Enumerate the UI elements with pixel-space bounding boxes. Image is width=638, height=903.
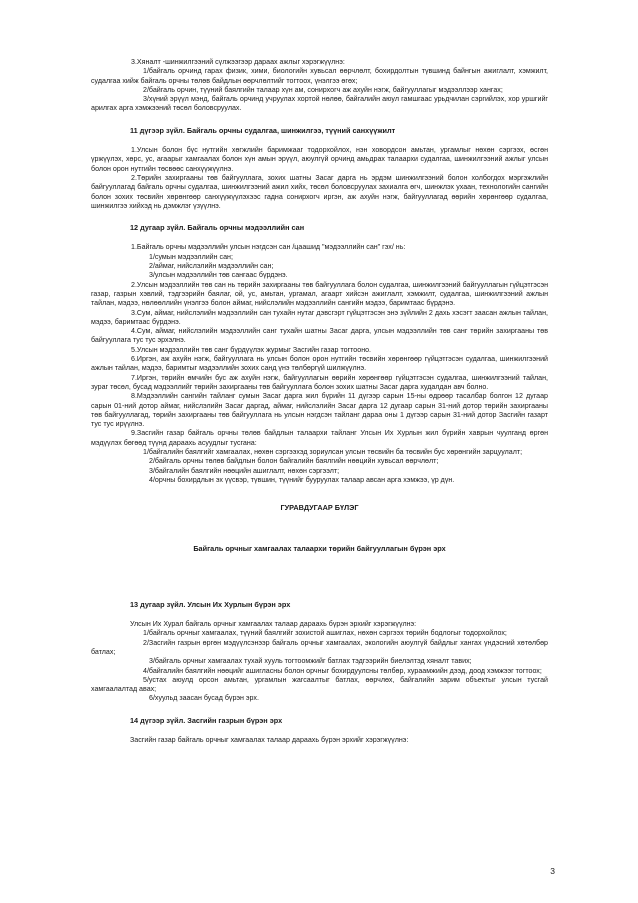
list-item: 2/байгаль орчны төлөв байдлын болон байгалийн баялгийн нөөцийн хувьсал өөрчлөлт;: [149, 457, 439, 466]
page-number: 3: [550, 866, 555, 876]
paragraph: 3.Сум, аймаг, нийслэлийн мэдээллийн сан тухайн нутаг дэвсгэрт гүйцэтгэсэн энэ зүйлийн 2 дахь хэсэгт заасан ажлын тайлан, мэдээ, баримтаас бүрдэнэ.: [91, 308, 548, 326]
article-heading: 13 дугаар зүйл. Улсын Их Хурлын бүрэн эрх: [130, 599, 291, 609]
list-item: 3/улсын мэдээллийн төв сангаас бүрдэнэ.: [149, 271, 288, 280]
list-item: 3/байгаль орчныг хамгаалах тухай хууль тогтоомжийг батлах тэдгээрийн биелэлтэд хяналт тавих;: [149, 657, 472, 666]
list-item: 3/хүний эрүүл мэнд, байгаль орчинд учруулах хортой нөлөө, байгалийн аюул гамшгаас урьдчилан сэргийлэх, хор уршгийг арилгах арга хэмжээний төсөл боловсруулах.: [91, 95, 548, 113]
article-10-continuation: [91, 58, 548, 114]
paragraph: 7.Иргэн, төрийн өмчийн бус аж ахуйн нэгж, байгууллагын өөрийн хөрөнгөөр гүйцэтгэсэн судалгаа, шинжилгээний тайлан, зураг төсөл, бусад мэдээллийг төрийн захиргааны төв байгууллага болон зохих шатны Засаг дарга худалдан авч болно.: [91, 373, 548, 391]
article-heading: 11 дүгээр зүйл. Байгаль орчны судалгаа, шинжилгээ, түүний санхүүжилт: [130, 125, 396, 135]
article-12: [91, 223, 548, 485]
list-item: 3/байгалийн баялгийн нөөцийн ашиглалт, нөхөн сэргээлт;: [149, 466, 340, 475]
list-item: 4/байгалийн баялгийн нөөцийг ашигласны болон орчныг бохирдуулсны төлбөр, хураамжийн дээд, доод хэмжээг тогтоох;: [143, 666, 542, 675]
article-heading: 14 дүгээр зүйл. Засгийн газрын бүрэн эрх: [130, 715, 283, 725]
list-item: 4/орчны бохирдлын эх үүсвэр, түвшин, түүнийг бууруулах талаар авсан арга хэмжээ, үр дүн.: [149, 475, 455, 484]
paragraph: 1.Улсын болон бүс нутгийн хөгжлийн баримжааг тодорхойлох, нэн ховордсон амьтан, ургамлыг нөхөн сэргээх, өсгөн үржүүлэх, хөрс, ус, агаарыг хамгаалах болон хүн амын эрүүл, аюулгүй орчинд амьдрах талаархи судалгаа, шинжилгээний ажлыг улсын болон орон нутгийн төсвөөс санхүүжүүлнэ.: [91, 146, 548, 173]
paragraph: 9.Засгийн газар байгаль орчны төлөв байдлын талаархи тайланг Улсын Их Хурлын жил бүрийн хаврын чуулганд өргөн мэдүүлэх бөгөөд түүнд дараахь асуудлыг тусгана:: [91, 429, 548, 447]
list-item: 1/байгаль орчинд гарах физик, хими, биологийн хувьсал өөрчлөлт, бохирдолтын түвшинд байнгын ажиглалт, хэмжилт, судалгаа хийж байгаль орчны төлөв байдлын өөрчлөлтийг тогтоох, үнэлгээ өгөх;: [91, 67, 548, 85]
paragraph: Засгийн газар байгаль орчныг хамгаалах талаар дараахь бүрэн эрхийг хэрэгжүүлнэ:: [130, 736, 409, 745]
article-13: [91, 600, 548, 704]
list-item: 2/Засгийн газрын өргөн мэдүүлсэнээр байгаль орчныг хамгаалах, экологийн аюулгүй байдлыг хангах үндэсний хөтөлбөр батлах;: [91, 638, 548, 656]
chapter-title: Байгаль орчныг хамгаалах талаархи төрийн байгууллагын бүрэн эрх: [193, 544, 446, 554]
paragraph: 4.Сум, аймаг, нийслэлийн мэдээллийн санг тухайн шатны Засаг дарга, улсын мэдээллийн төв санг төрийн захиргааны төв байгууллага тус тус эрхэлнэ.: [91, 327, 548, 345]
list-item: 1/байгаль орчныг хамгаалах, түүний баялгийг зохистой ашиглах, нөхөн сэргээх төрийн бодлогыг тодорхойлох;: [143, 629, 507, 638]
list-item: 5/устах аюулд орсон амьтан, ургамлын жагсаалтыг батлах, өөрчлөх, байгалийн зарим объектыг улсын тусгай хамгаалалтад авах;: [91, 675, 548, 694]
list-item: 2/байгаль орчин, түүний баялгийн талаар хүн ам, сонирхогч аж ахуйн нэгж, байгууллагыг мэдээллээр хангах;: [143, 85, 503, 94]
list-item: 6/хуульд заасан бусад бүрэн эрх.: [149, 694, 259, 703]
paragraph: 1.Байгаль орчны мэдээллийн улсын нэгдсэн сан /цаашид "мэдээллийн сан" гэх/ нь:: [131, 243, 406, 252]
chapter-3: [91, 503, 548, 554]
paragraph: 2.Төрийн захиргааны төв байгууллага, зохих шатны Засаг дарга нь эрдэм шинжилгээний болон холбогдох мэргэжлийн байгууллагад байгаль орчны судалгаа, шинжилгээний ажил хийх, төсөл боловсруулах захиалга өгч, шинжлэх ухаан, технологийн сангийн болон зохих төсвийн хөрөнгөөр санхүүжүүлэхээс гадна сонирхогч иргэн, аж ахуйн нэгж, байгууллагад өөрийн хөрөнгөөр судалгаа, шинжилгээ хийхэд нь дэмжлэг үзүүлнэ.: [91, 173, 548, 210]
paragraph: 8.Мэдээллийн сангийн тайланг сумын Засаг дарга жил бүрийн 11 дүгээр сарын 15-ны өдрөөр тасалбар болгон 12 дугаар сарын 01-ний дотор аймаг, нийслэлийн Засаг даргад, аймаг, нийслэлийн Засаг дарга 12 дугаар сарын 31-ний дотор төрийн захиргааны төв байгууллагад, төрийн захиргааны төв байгууллага нь улсын нэгдсэн тайланг дараа оны 1 дүгээр сарын 31-ний дотор Засгийн газарт тус тус ирүүлнэ.: [91, 392, 548, 429]
paragraph: 5.Улсын мэдээллийн төв санг бүрдүүлэх журмыг Засгийн газар тогтооно.: [131, 345, 372, 354]
paragraph: 6.Иргэн, аж ахуйн нэгж, байгууллага нь улсын болон орон нутгийн төсвийн хөрөнгөөр гүйцэтгэсэн судалгаа, шинжилгээний ажлын тайлан, мэдээ, баримтыг мэдээллийн зохих санд үнэ төлбөргүй шилжүүлнэ.: [91, 355, 548, 373]
article-14: [91, 716, 548, 746]
paragraph: 3.Хяналт -шинжилгээний сүлжээгээр дараах ажлыг хэрэгжүүлнэ:: [131, 58, 345, 66]
article-11: [91, 126, 548, 211]
chapter-label: ГУРАВДУГААР БҮЛЭГ: [280, 503, 359, 513]
list-item: 1/байгалийн баялгийг хамгаалах, нөхөн сэргээхэд зориулсан улсын төсвийн ба төсвийн бус хөрөнгийн зарцуулалт;: [143, 447, 523, 456]
paragraph: Улсын Их Хурал байгаль орчныг хамгаалах талаар дараахь бүрэн эрхийг хэрэгжүүлнэ:: [130, 620, 417, 629]
paragraph: 2.Улсын мэдээллийн төв сан нь төрийн захиргааны төв байгууллага болон судалгаа, шинжилгээний байгууллагын гүйцэтгэсэн газар, газрын хэвлий, тэдгээрийн баялаг, ой, ус, амьтан, ургамал, агаарт хийсэн ажиглалт, хэмжилт, судалгаа, шинжилгээний ажлын тайлан, мэдээ, нөлөөллийн үнэлгээ болон аймаг, нийслэлийн мэдээллийн сангийн мэдээ, баримтаас бүрдэнэ.: [91, 280, 548, 308]
list-item: 1/сумын мэдээллийн сан;: [149, 252, 233, 261]
list-item: 2/аймаг, нийслэлийн мэдээллийн сан;: [149, 262, 274, 271]
article-heading: 12 дугаар зүйл. Байгаль орчны мэдээллийн сан: [130, 223, 305, 233]
